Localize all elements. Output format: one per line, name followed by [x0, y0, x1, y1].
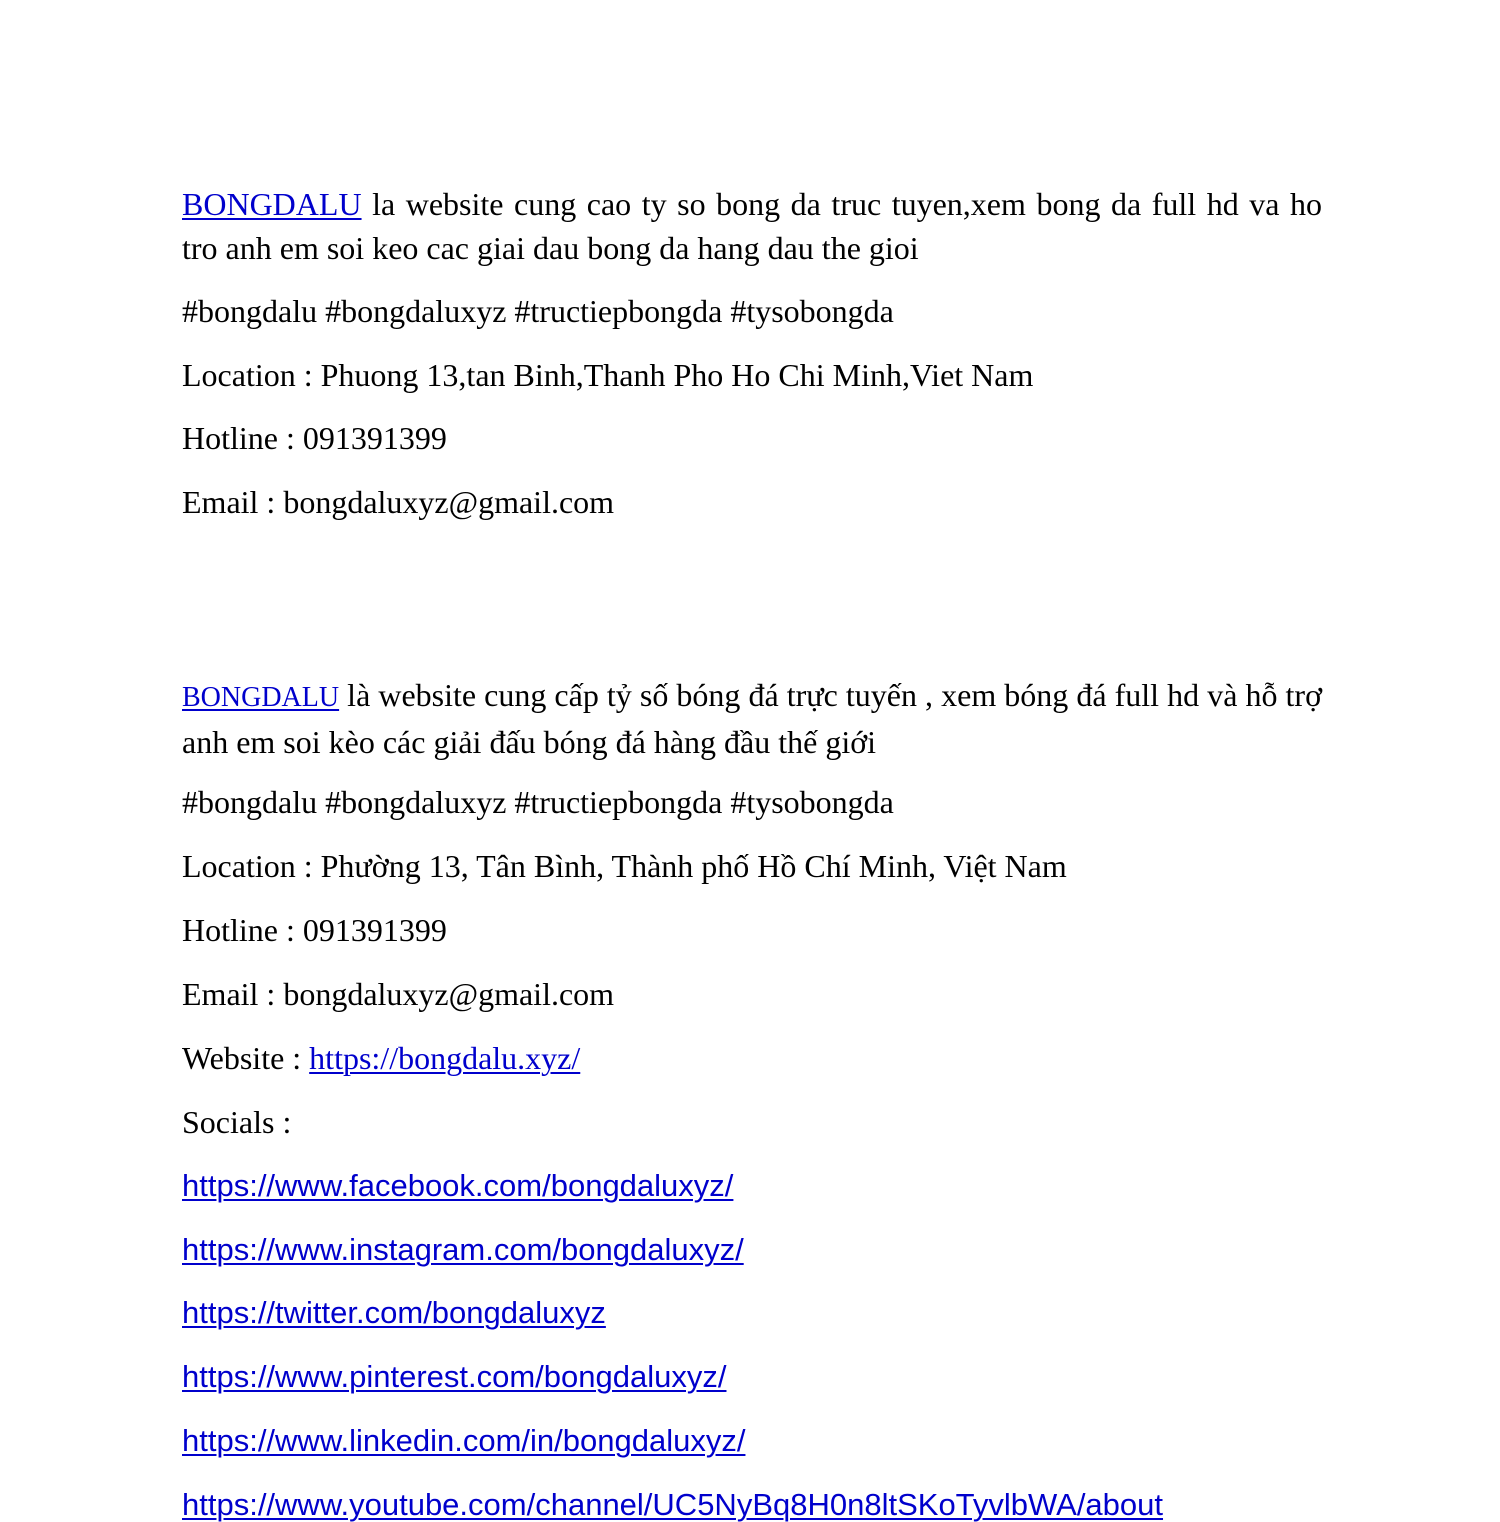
- email: Email : bongdaluxyz@gmail.com: [182, 484, 615, 520]
- social-link-row: [182, 1425, 745, 1456]
- hashtags: #bongdalu #bongdaluxyz #tructiepbongda #tysobongda: [182, 293, 894, 329]
- hotline: Hotline : 091391399: [182, 912, 447, 948]
- youtube-link[interactable]: https://www.youtube.com/channel/UC5NyBq8H0n8ltSKoTyvlbWA/about: [182, 1487, 1164, 1522]
- website-link[interactable]: https://bongdalu.xyz/: [309, 1040, 581, 1076]
- social-link-row: [182, 1489, 1163, 1520]
- intro-paragraph-2: [182, 673, 1322, 764]
- pinterest-link[interactable]: https://www.pinterest.com/bongdaluxyz/: [182, 1359, 727, 1394]
- social-link-row: [182, 1170, 733, 1201]
- email: Email : bongdaluxyz@gmail.com: [182, 976, 615, 1012]
- brand-link[interactable]: BONGDALU: [182, 186, 362, 222]
- socials-label: Socials :: [182, 1104, 292, 1140]
- intro-paragraph-1: [182, 182, 1322, 270]
- intro-text: là website cung cấp tỷ số bóng đá trực tuyến , xem bóng đá full hd và hỗ trợ anh em soi kèo các giải đấu bóng đá hàng đầu thế giới: [182, 677, 1322, 760]
- location: Location : Phuong 13,tan Binh,Thanh Pho Ho Chi Minh,Viet Nam: [182, 357, 1034, 393]
- social-link-row: [182, 1234, 744, 1265]
- linkedin-link[interactable]: https://www.linkedin.com/in/bongdaluxyz/: [182, 1423, 746, 1458]
- instagram-link[interactable]: https://www.instagram.com/bongdaluxyz/: [182, 1232, 744, 1267]
- intro-text: la website cung cao ty so bong da truc tuyen,xem bong da full hd va ho tro anh em soi keo cac giai dau bong da hang dau the gioi: [182, 186, 1322, 266]
- social-link-row: [182, 1297, 606, 1328]
- website-row: [182, 1042, 580, 1074]
- location: Location : Phường 13, Tân Bình, Thành phố Hồ Chí Minh, Việt Nam: [182, 848, 1067, 884]
- brand-link[interactable]: BONGDALU: [182, 682, 340, 713]
- hotline: Hotline : 091391399: [182, 420, 447, 456]
- social-link-row: [182, 1361, 726, 1392]
- facebook-link[interactable]: https://www.facebook.com/bongdaluxyz/: [182, 1168, 734, 1203]
- website-label: Website :: [182, 1040, 310, 1076]
- hashtags: #bongdalu #bongdaluxyz #tructiepbongda #tysobongda: [182, 784, 894, 820]
- twitter-link[interactable]: https://twitter.com/bongdaluxyz: [182, 1295, 606, 1330]
